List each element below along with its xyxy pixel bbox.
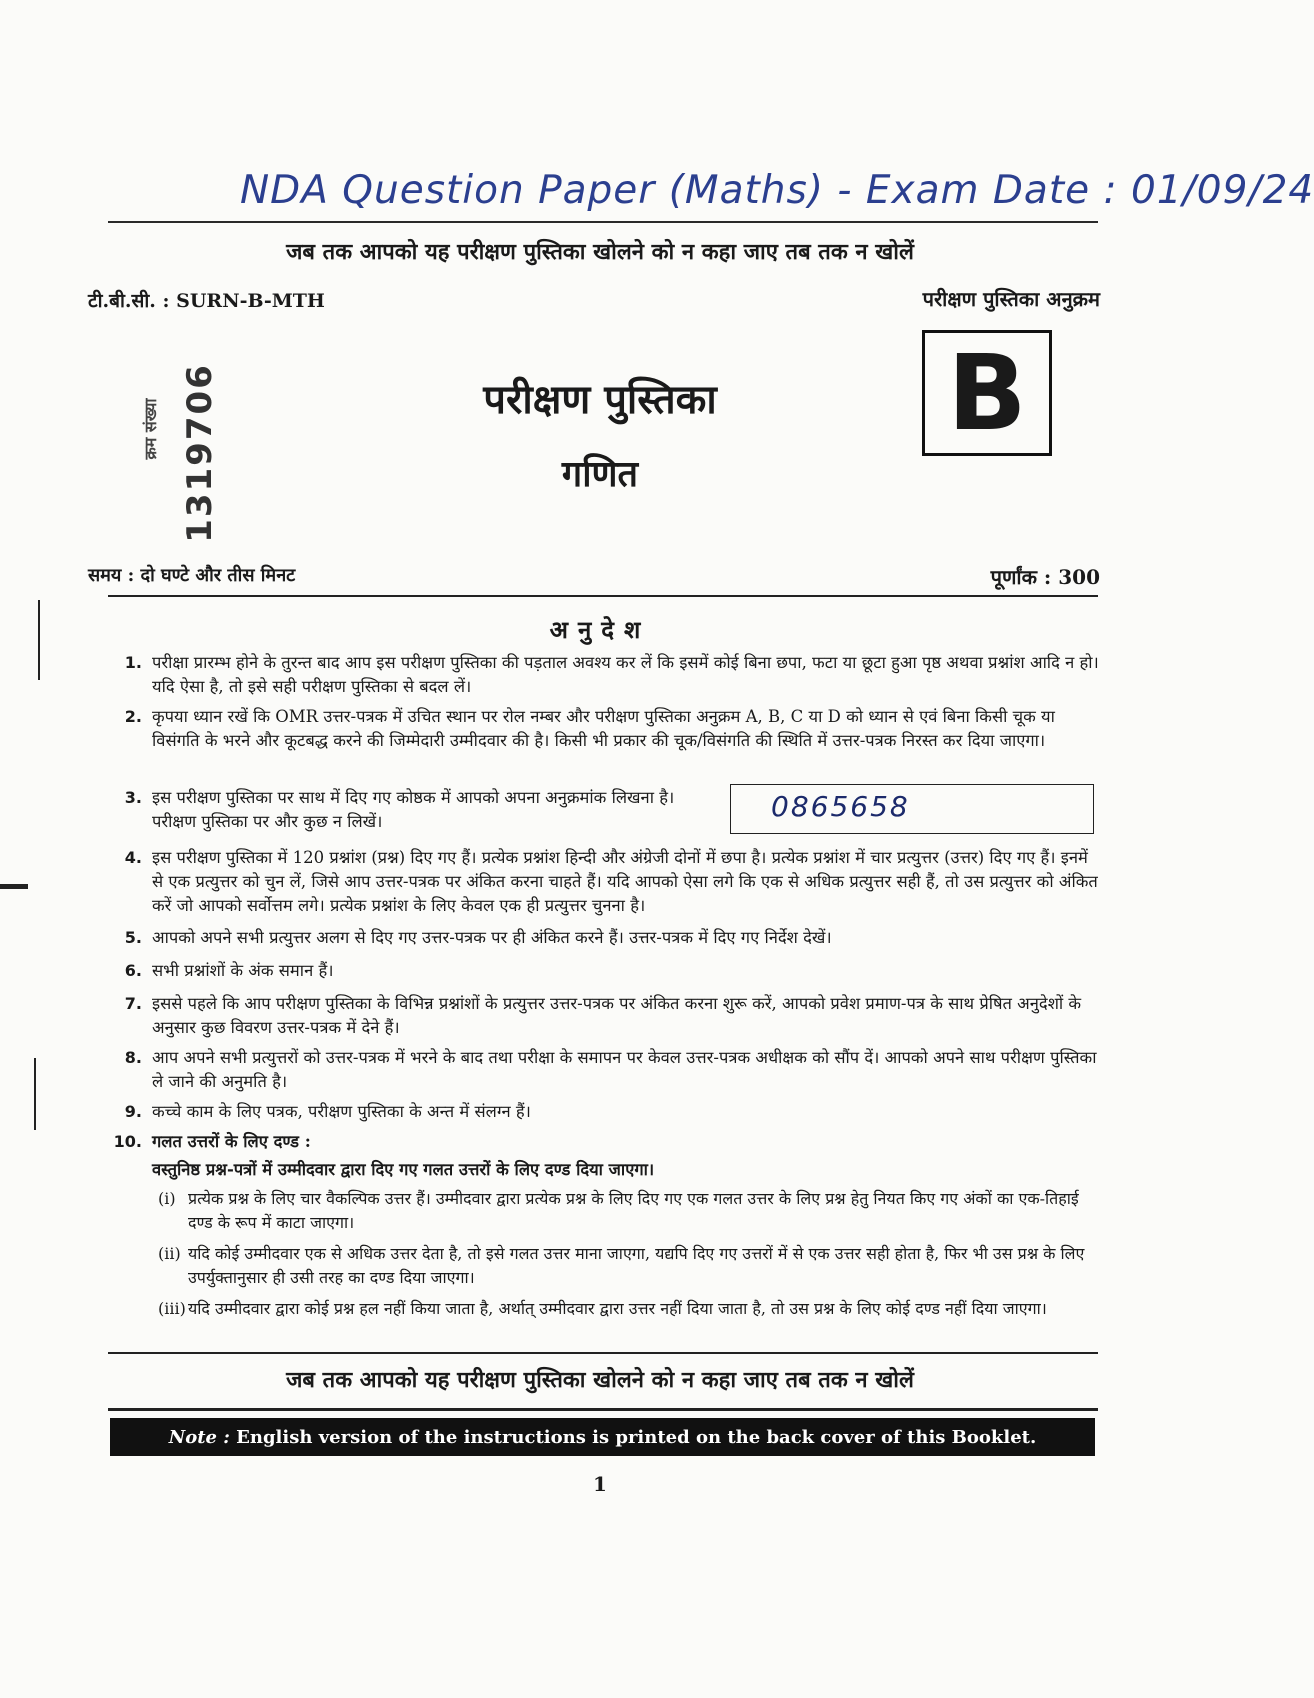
instruction-number: 4. <box>124 848 142 867</box>
top-warning: जब तक आपको यह परीक्षण पुस्तिका खोलने को न कहा जाए तब तक न खोलें <box>286 239 914 265</box>
penalty-point-number: (i) <box>158 1189 176 1208</box>
penalty-point-text: यदि उम्मीदवार द्वारा कोई प्रश्न हल नहीं किया जाता है, अर्थात् उम्मीदवार द्वारा उत्तर नहीं दिया जाता है, तो उस प्रश्न के लिए कोई दण्ड नहीं दिया जाएगा। <box>188 1299 1047 1318</box>
penalty-point-text: यदि कोई उम्मीदवार एक से अधिक उत्तर देता है, तो इसे गलत उत्तर माना जाएगा, यद्यपि दिए गए उत्तरों में से एक उत्तर सही होता है, फिर भी उस प्रश्न के लिए उपर्युक्तानुसार ही उसी तरह का दण्ड दिया जाएगा। <box>188 1244 1085 1287</box>
booklet-subject: गणित <box>561 453 639 495</box>
instruction-item <box>112 786 702 834</box>
instruction-text: आपको अपने सभी प्रत्युत्तर अलग से दिए गए उत्तर-पत्रक पर ही अंकित करने हैं। उत्तर-पत्रक में दिए गए निर्देश देखें। <box>152 928 832 947</box>
margin-mark <box>0 884 28 889</box>
instruction-text: आप अपने सभी प्रत्युत्तरों को उत्तर-पत्रक में भरने के बाद तथा परीक्षा के समापन पर केवल उत्तर-पत्रक अधीक्षक को सौंप दें। आपको अपने साथ परीक्षण पुस्तिका ले जाने की अनुमति है। <box>152 1048 1097 1091</box>
penalty-point-number: (ii) <box>158 1244 181 1263</box>
header-rule <box>108 221 1098 223</box>
instruction-number: 3. <box>124 788 142 807</box>
bottom-divider <box>108 1352 1098 1354</box>
series-label: परीक्षण पुस्तिका अनुक्रम <box>922 287 1100 311</box>
penalty-point-text: प्रत्येक प्रश्न के लिए चार वैकल्पिक उत्तर हैं। उम्मीदवार द्वारा प्रत्येक प्रश्न के लिए दिए गए एक गलत उत्तर के लिए प्रश्न हेतु नियत किए गए अंकों का एक-तिहाई दण्ड के रूप में काटा जाएगा। <box>188 1189 1079 1232</box>
penalty-point <box>158 1297 1102 1321</box>
bottom-warning: जब तक आपको यह परीक्षण पुस्तिका खोलने को न कहा जाए तब तक न खोलें <box>286 1367 914 1393</box>
instruction-item <box>112 846 1102 918</box>
instruction-item <box>112 1130 1102 1154</box>
instructions-heading: अनुदेश <box>549 615 651 644</box>
booklet-title: परीक्षण पुस्तिका <box>483 376 717 423</box>
exam-time: समय : दो घण्टे और तीस मिनट <box>88 565 296 586</box>
max-marks: पूर्णांक : 300 <box>990 565 1100 589</box>
instruction-number: 7. <box>124 994 142 1013</box>
instruction-number: 6. <box>124 961 142 980</box>
instruction-number: 9. <box>124 1102 142 1121</box>
penalty-point-number: (iii) <box>158 1299 186 1318</box>
instruction-item <box>112 992 1102 1040</box>
note-label: Note : <box>168 1426 230 1448</box>
roll-number: 0865658 <box>771 790 910 823</box>
penalty-point <box>158 1187 1102 1235</box>
margin-mark <box>38 600 40 680</box>
instruction-text: कृपया ध्यान रखें कि OMR उत्तर-पत्रक में उचित स्थान पर रोल नम्बर और परीक्षण पुस्तिका अनुक्रम A, B, C या D को ध्यान से एवं बिना किसी चूक या विसंगति के भरने और कूटबद्ध करने की जिम्मेदारी उम्मीदवार की है। किसी भी प्रकार की चूक/विसंगति की स्थिति में उत्तर-पत्रक निरस्त कर दिया जाएगा। <box>152 707 1055 750</box>
instruction-number: 8. <box>124 1048 142 1067</box>
roll-number-box[interactable] <box>730 784 1094 834</box>
tbc-code: टी.बी.सी. : SURN-B-MTH <box>88 290 325 312</box>
instruction-number: 10. <box>113 1132 142 1151</box>
instruction-item <box>112 926 1102 950</box>
instruction-number: 2. <box>124 707 142 726</box>
penalty-point <box>158 1242 1102 1290</box>
instruction-number: 1. <box>124 653 142 672</box>
instruction-text: कच्चे काम के लिए पत्रक, परीक्षण पुस्तिका के अन्त में संलग्न हैं। <box>152 1102 531 1121</box>
instruction-item <box>112 705 1102 753</box>
instruction-text: सभी प्रश्नांशों के अंक समान हैं। <box>152 961 334 980</box>
serial-number: 1319706 <box>180 363 220 543</box>
page-number: 1 <box>593 1472 607 1496</box>
penalty-intro: वस्तुनिष्ठ प्रश्न-पत्रों में उम्मीदवार द्वारा दिए गए गलत उत्तरों के लिए दण्ड दिया जाएगा। <box>152 1160 655 1179</box>
note-bar <box>110 1418 1095 1456</box>
instruction-text: परीक्षा प्रारम्भ होने के तुरन्त बाद आप इस परीक्षण पुस्तिका की पड़ताल अवश्य कर लें कि इसमें कोई बिना छपा, फटा या छूटा हुआ पृष्ठ अथवा प्रश्नांश आदि न हो। यदि ऐसा है, तो इसे सही परीक्षण पुस्तिका से बदल लें। <box>152 653 1099 696</box>
instruction-item <box>112 959 1102 983</box>
top-divider <box>108 595 1098 597</box>
series-letter: B <box>947 332 1027 454</box>
note-text: English version of the instructions is printed on the back cover of this Booklet. <box>236 1426 1037 1448</box>
serial-label: क्रम संख्या <box>141 398 160 460</box>
handwritten-header: NDA Question Paper (Maths) - Exam Date : 01/09/24 <box>240 168 1314 213</box>
instruction-item <box>112 1046 1102 1094</box>
note-rule <box>108 1408 1098 1411</box>
instruction-text: गलत उत्तरों के लिए दण्ड : <box>152 1132 311 1151</box>
instruction-item <box>112 651 1102 699</box>
instruction-text: इससे पहले कि आप परीक्षण पुस्तिका के विभिन्न प्रश्नांशों के प्रत्युत्तर उत्तर-पत्रक पर अंकित करना शुरू करें, आपको प्रवेश प्रमाण-पत्र के साथ प्रेषित अनुदेशों के अनुसार कुछ विवरण उत्तर-पत्रक में देने हैं। <box>152 994 1082 1037</box>
instruction-item <box>112 1100 1102 1124</box>
instruction-text: इस परीक्षण पुस्तिका में 120 प्रश्नांश (प्रश्न) दिए गए हैं। प्रत्येक प्रश्नांश हिन्दी और अंग्रेजी दोनों में छपा है। प्रत्येक प्रश्नांश में चार प्रत्युत्तर (उत्तर) दिए गए हैं। इनमें से एक प्रत्युत्तर को चुन लें, जिसे आप उत्तर-पत्रक पर अंकित करना चाहते हैं। यदि आपको ऐसा लगे कि एक से अधिक प्रत्युत्तर सही हैं, तो उस प्रत्युत्तर को अंकित करें जो आपको सर्वोत्तम लगे। प्रत्येक प्रश्नांश के लिए केवल एक ही प्रत्युत्तर चुनना है। <box>152 848 1098 915</box>
margin-mark <box>34 1058 36 1130</box>
series-letter-box <box>922 330 1052 456</box>
instruction-text: इस परीक्षण पुस्तिका पर साथ में दिए गए कोष्ठक में आपको अपना अनुक्रमांक लिखना है। परीक्षण पुस्तिका पर और कुछ न लिखें। <box>152 788 675 831</box>
instruction-number: 5. <box>124 928 142 947</box>
